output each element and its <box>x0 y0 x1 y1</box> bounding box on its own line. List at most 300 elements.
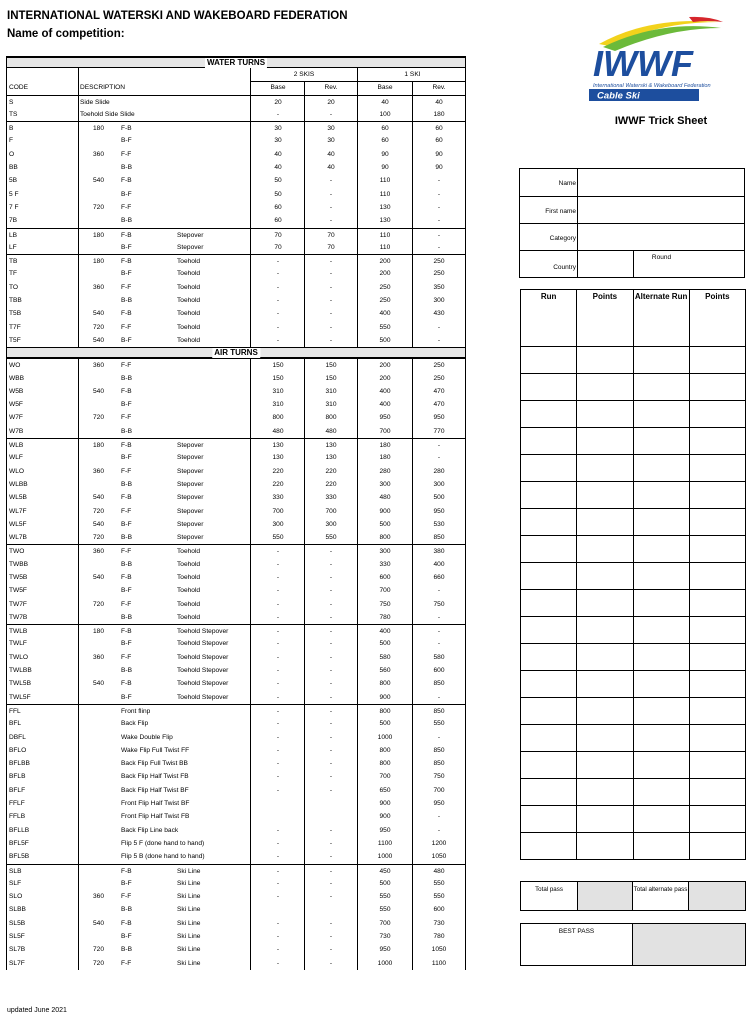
base-2-skis: - <box>276 786 280 794</box>
trick-code: BFL <box>9 720 22 728</box>
base-2-skis: 550 <box>272 534 284 542</box>
base-1ski-header: Base <box>377 84 393 92</box>
trick-name: Toehold Stepover <box>177 653 229 661</box>
alternate-points-cell[interactable] <box>689 401 745 427</box>
base-1-ski: 800 <box>379 746 391 754</box>
rev-1-ski: 600 <box>433 906 445 914</box>
rev-2-skis: 40 <box>327 164 335 172</box>
rev-2-skis: - <box>329 310 333 318</box>
points-cell[interactable] <box>576 644 632 670</box>
trick-row-t5b <box>7 307 465 320</box>
points-cell[interactable] <box>576 590 632 616</box>
alternate-points-cell[interactable] <box>689 833 745 859</box>
rev-1-ski: 60 <box>435 125 443 133</box>
base-1-ski: 90 <box>381 164 389 172</box>
trick-code: BFL5F <box>9 839 29 847</box>
trick-direction: F-B <box>121 231 132 239</box>
water-turns-body <box>7 95 465 348</box>
points-cell[interactable] <box>576 725 632 751</box>
trick-name: Toehold <box>177 270 201 278</box>
base-2-skis: - <box>276 720 280 728</box>
trick-name: Ski Line <box>177 893 201 901</box>
rev-2-skis: - <box>329 270 333 278</box>
rev-2-skis: - <box>329 786 333 794</box>
alternate-run-cell[interactable] <box>633 509 689 535</box>
points-cell[interactable] <box>576 319 632 346</box>
trick-name: Ski Line <box>177 879 201 887</box>
trick-name: Ski Line <box>177 959 201 967</box>
trick-direction: B-B <box>121 297 132 305</box>
run-row <box>521 535 745 562</box>
rev-1-ski: 850 <box>433 760 445 768</box>
alternate-points-cell[interactable] <box>689 725 745 751</box>
rev-1-ski: 300 <box>433 480 445 488</box>
base-1-ski: 950 <box>379 414 391 422</box>
rev-1-ski: 250 <box>433 258 445 266</box>
run-row <box>521 346 745 373</box>
rev-2-skis: 30 <box>327 137 335 145</box>
alternate-points-cell[interactable] <box>689 319 745 346</box>
base-2-skis: 310 <box>272 401 284 409</box>
trick-row-wlb <box>7 438 465 451</box>
alternate-points-cell[interactable] <box>689 806 745 832</box>
rev-1-ski: 950 <box>433 507 445 515</box>
alternate-run-cell[interactable] <box>633 319 689 346</box>
run-cell[interactable] <box>521 752 576 778</box>
trick-row-sl5b <box>7 917 465 930</box>
trick-code: W7B <box>9 427 24 435</box>
trick-direction: B-B <box>121 374 132 382</box>
base-1-ski: 600 <box>379 573 391 581</box>
rev-2-skis: 220 <box>325 480 337 488</box>
trick-row-sl7b <box>7 943 465 956</box>
run-cell[interactable] <box>521 590 576 616</box>
rev-1-ski: - <box>437 231 441 239</box>
points-header: Points <box>576 290 632 319</box>
trick-direction: F-F <box>121 414 132 422</box>
rev-2-skis: 30 <box>327 125 335 133</box>
rev-1-ski: 730 <box>433 919 445 927</box>
trick-degrees: 360 <box>93 362 105 370</box>
points-cell[interactable] <box>576 698 632 724</box>
trick-degrees: 360 <box>93 150 105 158</box>
run-cell[interactable] <box>521 617 576 643</box>
rev-2-skis: - <box>329 560 333 568</box>
base-1-ski: 100 <box>379 110 391 118</box>
alternate-run-cell[interactable] <box>633 590 689 616</box>
points-cell[interactable] <box>576 347 632 373</box>
trick-code: FFLF <box>9 800 25 808</box>
run-row <box>521 562 745 589</box>
trick-code: TBB <box>9 297 22 305</box>
run-cell[interactable] <box>521 806 576 832</box>
run-row <box>521 454 745 481</box>
base-1-ski: 200 <box>379 270 391 278</box>
name-row <box>520 169 744 196</box>
base-1-ski: 500 <box>379 879 391 887</box>
trick-row-slf <box>7 877 465 890</box>
run-cell[interactable] <box>521 671 576 697</box>
run-cell[interactable] <box>521 779 576 805</box>
alternate-run-cell[interactable] <box>633 563 689 589</box>
rev-2-skis: 300 <box>325 520 337 528</box>
base-2-skis: 40 <box>274 150 282 158</box>
alternate-run-cell[interactable] <box>633 428 689 454</box>
rev-2-skis: - <box>329 283 333 291</box>
trick-code: TWBB <box>9 560 29 568</box>
trick-code: TW7B <box>9 613 28 621</box>
alternate-points-cell[interactable] <box>689 644 745 670</box>
base-1-ski: 800 <box>379 760 391 768</box>
rev-1-ski: 700 <box>433 786 445 794</box>
trick-code: WBB <box>9 374 25 382</box>
run-cell[interactable] <box>521 563 576 589</box>
base-2-skis: - <box>276 613 280 621</box>
base-2-skis: - <box>276 258 280 266</box>
run-cell[interactable] <box>521 319 576 346</box>
alternate-run-cell[interactable] <box>633 698 689 724</box>
points-cell[interactable] <box>576 401 632 427</box>
base-2-skis: 310 <box>272 387 284 395</box>
alternate-run-cell[interactable] <box>633 752 689 778</box>
base-2-skis: - <box>276 628 280 636</box>
points-cell[interactable] <box>576 536 632 562</box>
trick-direction: B-F <box>121 243 132 251</box>
points-cell[interactable] <box>576 833 632 859</box>
run-cell[interactable] <box>521 725 576 751</box>
rev-2-skis: 330 <box>325 494 337 502</box>
points-cell[interactable] <box>576 563 632 589</box>
rev-2-skis: - <box>329 853 333 861</box>
trick-name: Toehold Stepover <box>177 667 229 675</box>
alternate-run-cell[interactable] <box>633 455 689 481</box>
trick-row-bfllb <box>7 824 465 837</box>
name-field[interactable] <box>577 169 744 196</box>
trick-direction: B-B <box>121 906 132 914</box>
alternate-points-cell[interactable] <box>689 536 745 562</box>
trick-row-fflb <box>7 810 465 823</box>
trick-row-lf <box>7 241 465 254</box>
alternate-points-cell[interactable] <box>689 617 745 643</box>
trick-row-wbb <box>7 372 465 385</box>
trick-direction: F-B <box>121 125 132 133</box>
best-pass-label: BEST PASS <box>521 924 633 965</box>
total-alternate-pass-label: Total alternate pass <box>633 882 689 910</box>
rev-2-skis: - <box>329 667 333 675</box>
alternate-points-cell[interactable] <box>689 779 745 805</box>
trick-row-tw7f <box>7 598 465 611</box>
trick-direction: F-F <box>121 467 132 475</box>
points-cell[interactable] <box>576 752 632 778</box>
alternate-points-cell[interactable] <box>689 509 745 535</box>
trick-direction: B-F <box>121 933 132 940</box>
trick-degrees: 720 <box>93 946 105 954</box>
trick-code: TW5F <box>9 587 27 595</box>
alternate-points-cell[interactable] <box>689 752 745 778</box>
alternate-run-cell[interactable] <box>633 725 689 751</box>
run-cell[interactable] <box>521 347 576 373</box>
base-1-ski: 1100 <box>377 839 393 847</box>
trick-direction: B-F <box>121 190 132 198</box>
first-name-field[interactable] <box>577 197 744 223</box>
alternate-points-cell[interactable] <box>689 563 745 589</box>
trick-code: F <box>9 137 14 145</box>
rev-2-skis: 130 <box>325 442 337 450</box>
alternate-points-cell[interactable] <box>689 374 745 400</box>
trick-direction: B-F <box>121 270 132 278</box>
points-cell[interactable] <box>576 509 632 535</box>
trick-name: Toehold <box>177 258 201 266</box>
alternate-run-cell[interactable] <box>633 806 689 832</box>
base-1-ski: 500 <box>379 336 391 344</box>
alternate-points-cell[interactable] <box>689 482 745 508</box>
points-cell[interactable] <box>576 482 632 508</box>
points-cell[interactable] <box>576 455 632 481</box>
trick-code: SL7F <box>9 959 25 967</box>
alternate-points-cell[interactable] <box>689 455 745 481</box>
trick-direction: B-B <box>121 217 132 225</box>
rev-2-skis: - <box>329 680 333 688</box>
base-2-skis: - <box>276 959 280 967</box>
trick-code: 5B <box>9 177 18 185</box>
trick-description: Toehold Side Slide <box>80 110 135 118</box>
trick-direction: Front Flip Half Twist BF <box>121 800 190 808</box>
rev-1-ski: 950 <box>433 414 445 422</box>
run-cell[interactable] <box>521 482 576 508</box>
base-1-ski: 110 <box>379 231 391 239</box>
trick-row-lb <box>7 228 465 241</box>
trick-direction: F-B <box>121 628 132 636</box>
base-1-ski: 500 <box>379 640 391 648</box>
trick-row-two <box>7 544 465 557</box>
trick-name: Toehold Stepover <box>177 640 229 648</box>
rev-1-ski: 470 <box>433 401 445 409</box>
trick-code: TF <box>9 270 18 278</box>
run-cell[interactable] <box>521 536 576 562</box>
alternate-run-cell[interactable] <box>633 482 689 508</box>
trick-code: WO <box>9 362 21 370</box>
base-2-skis: - <box>276 573 280 581</box>
base-1-ski: 550 <box>379 323 391 331</box>
run-cell[interactable] <box>521 374 576 400</box>
trick-degrees: 360 <box>93 283 105 291</box>
trick-code: W5F <box>9 401 23 409</box>
trick-name: Stepover <box>177 494 204 502</box>
trick-name: Toehold <box>177 560 201 568</box>
trick-name: Ski Line <box>177 933 201 940</box>
base-1-ski: 300 <box>379 548 391 556</box>
rev-2-skis: - <box>329 773 333 781</box>
trick-degrees: 540 <box>93 919 105 927</box>
rev-1-ski: 1050 <box>431 946 447 954</box>
rev-1-ski: - <box>437 203 441 211</box>
rev-2-skis: - <box>329 826 333 834</box>
trick-row-wl7f <box>7 505 465 518</box>
rev-1-ski: - <box>437 190 441 198</box>
trick-name: Toehold <box>177 573 201 581</box>
trick-name: Toehold <box>177 283 201 291</box>
trick-code: W5B <box>9 387 24 395</box>
rev-1-ski: 250 <box>433 374 445 382</box>
category-label: Category <box>549 235 576 242</box>
base-2-skis: 300 <box>272 520 284 528</box>
alternate-run-cell[interactable] <box>633 644 689 670</box>
trick-degrees: 180 <box>93 125 105 133</box>
points-cell[interactable] <box>576 428 632 454</box>
base-1-ski: 900 <box>379 693 391 701</box>
trick-direction: Back Flip Full Twist BB <box>121 760 188 768</box>
rev-1-ski: - <box>437 177 441 185</box>
two-skis-label: 2 SKIS <box>293 71 315 78</box>
rev-1-ski: - <box>437 217 441 225</box>
trick-degrees: 540 <box>93 387 105 395</box>
trick-row-tw5b <box>7 571 465 584</box>
alternate-run-cell[interactable] <box>633 347 689 373</box>
rev-2ski-header: Rev. <box>324 84 338 92</box>
trick-direction: B-F <box>121 640 132 648</box>
run-cell[interactable] <box>521 833 576 859</box>
run-cell[interactable] <box>521 698 576 724</box>
trick-degrees: 360 <box>93 893 105 901</box>
run-cell[interactable] <box>521 644 576 670</box>
one-ski-label: 1 SKI <box>404 71 421 78</box>
trick-direction: F-F <box>121 283 132 291</box>
trick-code: TWLF <box>9 640 27 648</box>
alternate-run-cell[interactable] <box>633 671 689 697</box>
trick-degrees: 720 <box>93 414 105 422</box>
rev-1-ski: 60 <box>435 137 443 145</box>
rev-1-ski: - <box>437 442 441 450</box>
trick-direction: Back Flip Half Twist BF <box>121 786 189 794</box>
rev-1-ski: - <box>437 587 441 595</box>
trick-code: TW7F <box>9 600 27 608</box>
rev-1-ski: - <box>437 826 441 834</box>
trick-direction: F-F <box>121 150 132 158</box>
air-turns-body <box>7 358 465 970</box>
trick-row-5b <box>7 174 465 187</box>
trick-direction: F-B <box>121 387 132 395</box>
base-1-ski: 560 <box>379 667 391 675</box>
rev-1-ski: - <box>437 733 441 741</box>
rev-2-skis: - <box>329 190 333 198</box>
trick-name: Stepover <box>177 467 204 475</box>
run-cell[interactable] <box>521 428 576 454</box>
trick-code: WLF <box>9 454 23 462</box>
rev-2-skis: - <box>329 613 333 621</box>
alternate-run-cell[interactable] <box>633 401 689 427</box>
trick-name: Toehold <box>177 613 201 621</box>
rev-1-ski: 550 <box>433 893 445 901</box>
alternate-points-cell[interactable] <box>689 698 745 724</box>
total-pass-field[interactable] <box>578 882 633 910</box>
trick-row-twl5b <box>7 677 465 690</box>
run-cell[interactable] <box>521 509 576 535</box>
trick-code: BB <box>9 164 18 172</box>
trick-row-7b <box>7 214 465 227</box>
run-row <box>521 751 745 778</box>
trick-code: SLBB <box>9 906 26 914</box>
run-cell[interactable] <box>521 455 576 481</box>
trick-name: Stepover <box>177 454 204 462</box>
rev-1-ski: 250 <box>433 270 445 278</box>
base-1-ski: 400 <box>379 387 391 395</box>
trick-code: TB <box>9 258 18 266</box>
alternate-run-cell[interactable] <box>633 536 689 562</box>
alternate-run-cell[interactable] <box>633 374 689 400</box>
air-turns-header: AIR TURNS <box>7 347 465 358</box>
points-cell[interactable] <box>576 617 632 643</box>
run-row <box>521 373 745 400</box>
base-1-ski: 500 <box>379 720 391 728</box>
trick-direction: F-F <box>121 959 132 967</box>
trick-direction: B-B <box>121 667 132 675</box>
trick-name: Toehold <box>177 587 201 595</box>
trick-table <box>6 56 466 970</box>
trick-code: FFL <box>9 707 21 715</box>
base-1-ski: 480 <box>379 494 391 502</box>
trick-direction: F-B <box>121 573 132 581</box>
trick-name: Toehold <box>177 310 201 318</box>
points-cell[interactable] <box>576 671 632 697</box>
alternate-points-cell[interactable] <box>689 590 745 616</box>
rev-1-ski: 770 <box>433 427 445 435</box>
points-cell[interactable] <box>576 374 632 400</box>
trick-degrees: 540 <box>93 494 105 502</box>
base-2-skis: 150 <box>272 362 284 370</box>
trick-row-tw7b <box>7 611 465 624</box>
category-field[interactable] <box>577 224 744 250</box>
trick-name: Ski Line <box>177 906 201 914</box>
trick-row-ffl <box>7 704 465 717</box>
trick-direction: B-F <box>121 137 132 145</box>
alternate-points-cell[interactable] <box>689 428 745 454</box>
base-2-skis: 30 <box>274 137 282 145</box>
points-cell[interactable] <box>576 779 632 805</box>
alternate-run-cell[interactable] <box>633 779 689 805</box>
total-alternate-pass-field[interactable] <box>689 882 745 910</box>
base-2-skis: - <box>276 110 280 118</box>
base-1-ski: 950 <box>379 946 391 954</box>
base-1-ski: 550 <box>379 893 391 901</box>
run-cell[interactable] <box>521 401 576 427</box>
base-1-ski: 800 <box>379 534 391 542</box>
rev-1-ski: - <box>437 336 441 344</box>
header-row-1 <box>7 68 465 81</box>
rev-2-skis: - <box>329 867 333 875</box>
trick-row-slo <box>7 890 465 903</box>
alternate-points-cell[interactable] <box>689 671 745 697</box>
rev-1-ski: - <box>437 323 441 331</box>
rev-2-skis: - <box>329 297 333 305</box>
base-2-skis: 330 <box>272 494 284 502</box>
trick-code: TWLO <box>9 653 29 661</box>
trick-direction: B-B <box>121 164 132 172</box>
base-2-skis: 20 <box>274 98 282 106</box>
alternate-points-cell[interactable] <box>689 347 745 373</box>
country-field[interactable] <box>577 251 631 277</box>
round-field[interactable]: Round <box>633 251 744 277</box>
points-cell[interactable] <box>576 806 632 832</box>
base-2-skis: - <box>276 600 280 608</box>
base-2-skis: 60 <box>274 203 282 211</box>
base-2-skis: - <box>276 667 280 675</box>
trick-degrees: 180 <box>93 442 105 450</box>
alternate-run-cell[interactable] <box>633 617 689 643</box>
rev-2-skis: - <box>329 693 333 701</box>
best-pass-field[interactable] <box>633 924 745 965</box>
alternate-run-cell[interactable] <box>633 833 689 859</box>
base-1-ski: 250 <box>379 283 391 291</box>
